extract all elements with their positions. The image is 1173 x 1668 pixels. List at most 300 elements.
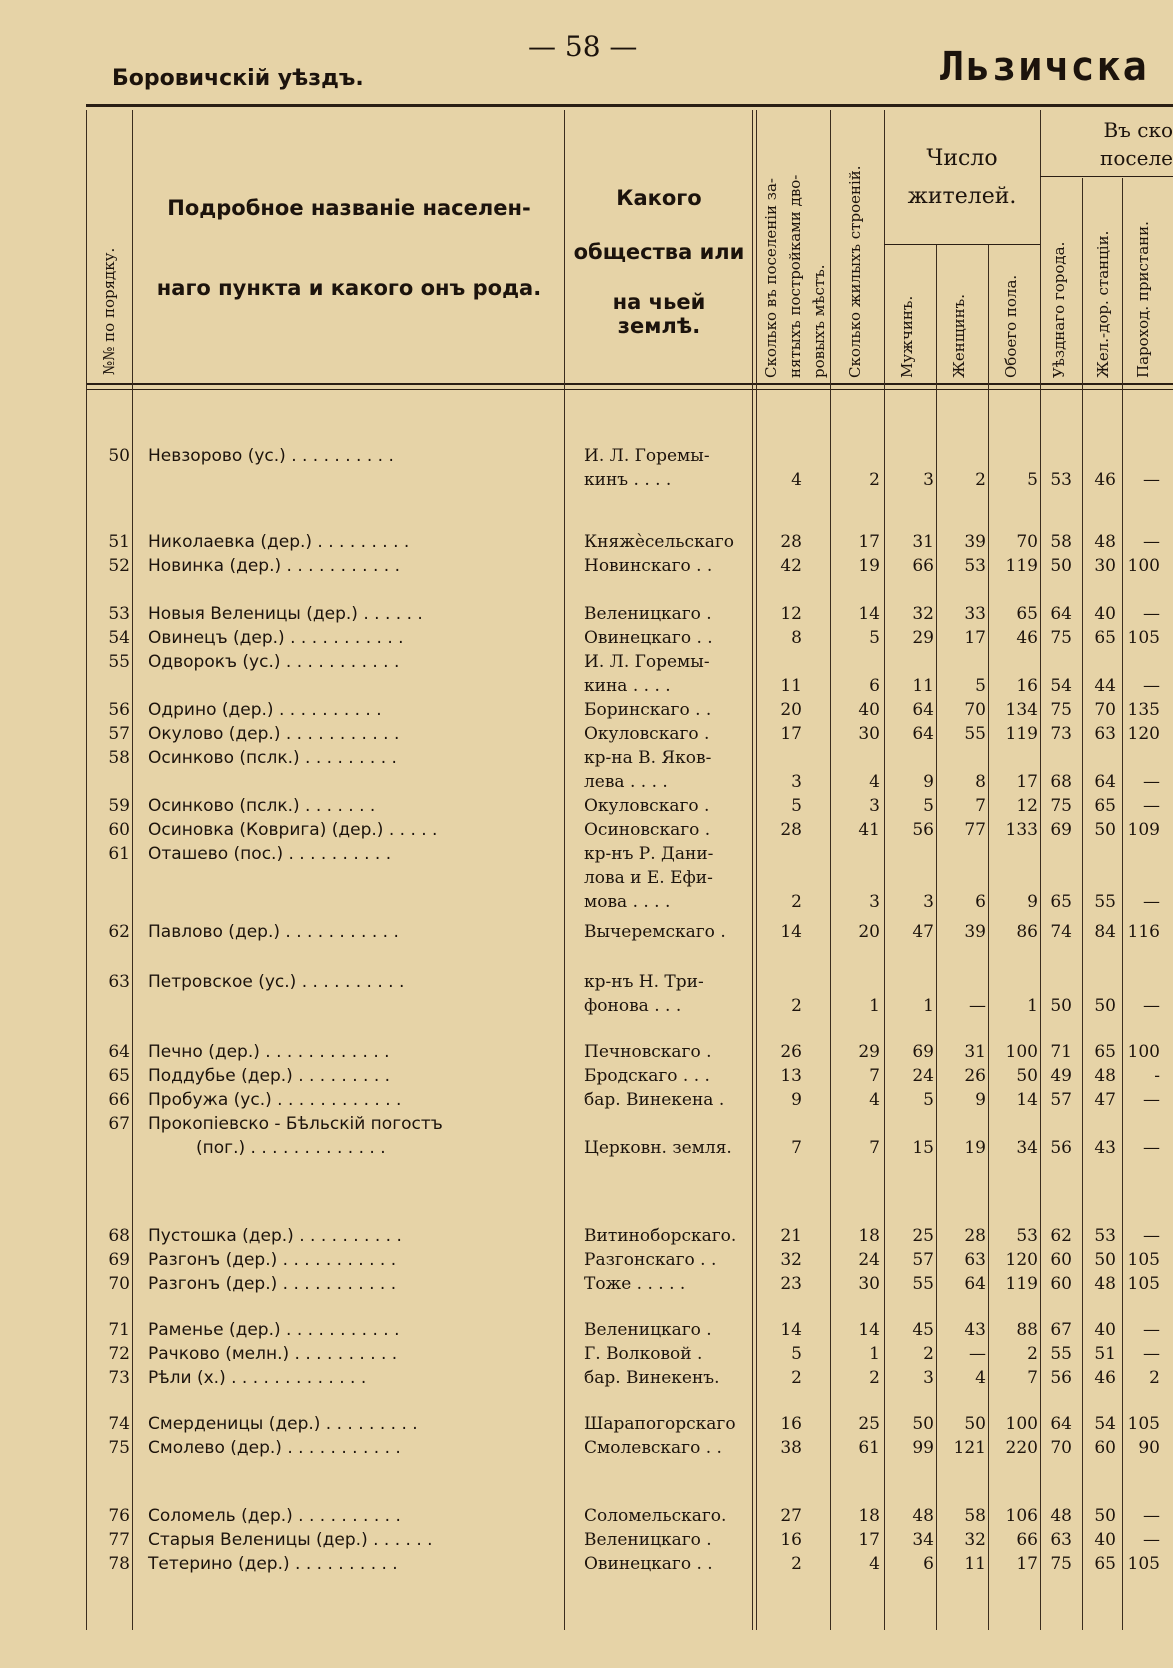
distance-town: 55	[1050, 1344, 1072, 1364]
total-count: 17	[1016, 772, 1038, 792]
distance-town: 58	[1050, 532, 1072, 552]
row-number: 68	[108, 1226, 130, 1246]
distance-town: 69	[1050, 820, 1072, 840]
men-count: 34	[912, 1530, 934, 1550]
distance-rail: 50	[1094, 1250, 1116, 1270]
men-count: 99	[912, 1438, 934, 1458]
distance-town: 70	[1050, 1438, 1072, 1458]
yard-count: 2	[791, 1368, 802, 1388]
society-land: Овинецкаго . .	[584, 1554, 713, 1574]
settlement-name: Соломель (дер.) . . . . . . . . . .	[148, 1506, 401, 1526]
distance-rail: 50	[1094, 1506, 1116, 1526]
men-count: 25	[912, 1226, 934, 1246]
yard-count: 2	[791, 1554, 802, 1574]
distance-pier: —	[1143, 1344, 1160, 1364]
distance-town: 65	[1050, 892, 1072, 912]
yard-count: 2	[791, 996, 802, 1016]
distance-pier: 100	[1127, 556, 1160, 576]
distance-rail: 48	[1094, 1066, 1116, 1086]
header-women: Женщинъ.	[950, 294, 968, 378]
row-number: 62	[108, 922, 130, 942]
women-count: 6	[975, 892, 986, 912]
distance-pier: —	[1143, 1138, 1160, 1158]
distance-pier: 2	[1149, 1368, 1160, 1388]
header-pop-2: жителей.	[907, 184, 1017, 209]
settlement-name: Разгонъ (дер.) . . . . . . . . . . .	[148, 1274, 397, 1294]
total-count: 34	[1016, 1138, 1038, 1158]
total-count: 17	[1016, 1554, 1038, 1574]
row-number: 65	[108, 1066, 130, 1086]
distance-town: 49	[1050, 1066, 1072, 1086]
society-land: Веленицкаго .	[584, 604, 712, 624]
women-count: 39	[964, 922, 986, 942]
row-number: 69	[108, 1250, 130, 1270]
distance-pier: —	[1143, 772, 1160, 792]
building-count: 14	[858, 1320, 880, 1340]
yard-count: 14	[780, 1320, 802, 1340]
yard-count: 5	[791, 1344, 802, 1364]
row-number: 75	[108, 1438, 130, 1458]
distance-rail: 40	[1094, 1530, 1116, 1550]
total-count: 88	[1016, 1320, 1038, 1340]
men-count: 5	[923, 796, 934, 816]
distance-town: 71	[1050, 1042, 1072, 1062]
distance-town: 73	[1050, 724, 1072, 744]
yard-count: 16	[780, 1530, 802, 1550]
total-count: 119	[1005, 1274, 1038, 1294]
distance-town: 60	[1050, 1274, 1072, 1294]
men-count: 11	[912, 676, 934, 696]
distance-rail: 48	[1094, 1274, 1116, 1294]
row-number: 60	[108, 820, 130, 840]
distance-pier: 120	[1127, 724, 1160, 744]
settlement-name-cont: (пог.) . . . . . . . . . . . . .	[196, 1138, 386, 1158]
col-divider	[756, 110, 757, 1630]
settlement-name: Прокопiевско - Бѣльскiй погостъ	[148, 1114, 443, 1134]
society-land: Боринскаго . .	[584, 700, 712, 720]
distance-town: 75	[1050, 796, 1072, 816]
page-number: — 58 —	[528, 30, 638, 63]
men-count: 55	[912, 1274, 934, 1294]
total-count: 100	[1005, 1414, 1038, 1434]
society-land: Окуловскаго .	[584, 796, 710, 816]
settlement-name: Пустошка (дер.) . . . . . . . . . .	[148, 1226, 402, 1246]
distance-pier: —	[1143, 676, 1160, 696]
row-number: 64	[108, 1042, 130, 1062]
society-land: кинъ . . . .	[584, 470, 672, 490]
total-count: 220	[1005, 1438, 1038, 1458]
men-count: 32	[912, 604, 934, 624]
women-count: 64	[964, 1274, 986, 1294]
men-count: 3	[923, 1368, 934, 1388]
header-pop-1: Число	[926, 146, 998, 171]
society-land: И. Л. Горемы-	[584, 446, 710, 466]
men-count: 47	[912, 922, 934, 942]
header-distance-1: Въ ско	[1103, 118, 1173, 142]
yard-count: 20	[780, 700, 802, 720]
yard-count: 7	[791, 1138, 802, 1158]
distance-town: 74	[1050, 922, 1072, 942]
men-count: 1	[923, 996, 934, 1016]
society-land: бар. Винекена .	[584, 1090, 725, 1110]
row-number: 50	[108, 446, 130, 466]
distance-town: 67	[1050, 1320, 1072, 1340]
total-count: 119	[1005, 556, 1038, 576]
distance-town: 60	[1050, 1250, 1072, 1270]
total-count: 9	[1027, 892, 1038, 912]
building-count: 4	[869, 1554, 880, 1574]
settlement-name: Оташево (пос.) . . . . . . . . . .	[148, 844, 392, 864]
building-count: 7	[869, 1138, 880, 1158]
col-divider	[86, 110, 87, 1630]
pop-subheader-rule	[884, 244, 1040, 245]
women-count: 28	[964, 1226, 986, 1246]
row-number: 66	[108, 1090, 130, 1110]
distance-pier: 105	[1127, 1554, 1160, 1574]
building-count: 40	[858, 700, 880, 720]
header-rail: Жел.-дор. станцiи.	[1094, 230, 1112, 378]
women-count: 31	[964, 1042, 986, 1062]
row-number: 71	[108, 1320, 130, 1340]
women-count: 58	[964, 1506, 986, 1526]
total-count: 5	[1027, 470, 1038, 490]
society-land: Церковн. земля.	[584, 1138, 732, 1158]
distance-town: 64	[1050, 1414, 1072, 1434]
yard-count: 17	[780, 724, 802, 744]
top-rule	[86, 104, 1173, 107]
women-count: 11	[964, 1554, 986, 1574]
building-count: 2	[869, 1368, 880, 1388]
society-land: Тоже . . . . .	[584, 1274, 686, 1294]
yard-count: 38	[780, 1438, 802, 1458]
society-land: Вычеремскаго .	[584, 922, 726, 942]
row-number: 78	[108, 1554, 130, 1574]
row-number: 74	[108, 1414, 130, 1434]
society-land: лева . . . .	[584, 772, 668, 792]
total-count: 86	[1016, 922, 1038, 942]
settlement-name: Рачково (мелн.) . . . . . . . . . .	[148, 1344, 398, 1364]
men-count: 45	[912, 1320, 934, 1340]
header-total: Обоего пола.	[1002, 274, 1020, 378]
distance-pier: —	[1143, 1506, 1160, 1526]
settlement-name: Петровское (ус.) . . . . . . . . . .	[148, 972, 405, 992]
distance-rail: 65	[1094, 1042, 1116, 1062]
yard-count: 16	[780, 1414, 802, 1434]
yard-count: 13	[780, 1066, 802, 1086]
settlement-name: Одворокъ (ус.) . . . . . . . . . . .	[148, 652, 400, 672]
men-count: 64	[912, 724, 934, 744]
distance-town: 68	[1050, 772, 1072, 792]
settlement-name: Николаевка (дер.) . . . . . . . . .	[148, 532, 410, 552]
district-title: Боровичскiй уѣздъ.	[112, 66, 364, 91]
distance-rail: 47	[1094, 1090, 1116, 1110]
building-count: 19	[858, 556, 880, 576]
building-count: 5	[869, 628, 880, 648]
total-count: 70	[1016, 532, 1038, 552]
women-count: 26	[964, 1066, 986, 1086]
total-count: 16	[1016, 676, 1038, 696]
row-number: 76	[108, 1506, 130, 1526]
row-number: 70	[108, 1274, 130, 1294]
distance-rail: 64	[1094, 772, 1116, 792]
distance-pier: 105	[1127, 1250, 1160, 1270]
row-number: 52	[108, 556, 130, 576]
col-divider	[884, 110, 885, 1630]
distance-pier: 105	[1127, 628, 1160, 648]
society-land: кр-нъ Р. Дани-	[584, 844, 714, 864]
women-count: 5	[975, 676, 986, 696]
women-count: 4	[975, 1368, 986, 1388]
men-count: 31	[912, 532, 934, 552]
building-count: 1	[869, 996, 880, 1016]
distance-town: 75	[1050, 1554, 1072, 1574]
society-land: Печновскаго .	[584, 1042, 712, 1062]
building-count: 25	[858, 1414, 880, 1434]
distance-pier: 100	[1127, 1042, 1160, 1062]
society-land: Витиноборскаго.	[584, 1226, 737, 1246]
total-count: 53	[1016, 1226, 1038, 1246]
women-count: 33	[964, 604, 986, 624]
society-land: Княжѐсельскаго	[584, 532, 734, 552]
men-count: 69	[912, 1042, 934, 1062]
yard-count: 42	[780, 556, 802, 576]
total-count: 50	[1016, 1066, 1038, 1086]
yard-count: 28	[780, 820, 802, 840]
building-count: 61	[858, 1438, 880, 1458]
building-count: 2	[869, 470, 880, 490]
distance-town: 56	[1050, 1138, 1072, 1158]
women-count: 7	[975, 796, 986, 816]
distance-rail: 54	[1094, 1414, 1116, 1434]
header-yards-3: ровыхъ мѣстъ.	[810, 264, 828, 378]
distance-rail: 65	[1094, 1554, 1116, 1574]
distance-town: 62	[1050, 1226, 1072, 1246]
header-town: Уѣзднаго города.	[1050, 241, 1068, 378]
header-pier: Пароход. пристани.	[1134, 221, 1152, 378]
col-divider	[132, 110, 133, 1630]
header-men: Мужчинъ.	[898, 295, 916, 378]
distance-rail: 44	[1094, 676, 1116, 696]
distance-pier: —	[1143, 1320, 1160, 1340]
women-count: 32	[964, 1530, 986, 1550]
distance-rail: 70	[1094, 700, 1116, 720]
men-count: 5	[923, 1090, 934, 1110]
yard-count: 2	[791, 892, 802, 912]
settlement-name: Овинецъ (дер.) . . . . . . . . . . .	[148, 628, 404, 648]
header-distance-2: поселе	[1100, 146, 1173, 170]
settlement-name: Рѣли (х.) . . . . . . . . . . . . .	[148, 1368, 367, 1388]
women-count: 63	[964, 1250, 986, 1270]
total-count: 106	[1005, 1506, 1038, 1526]
settlement-name: Пробужа (ус.) . . . . . . . . . . . .	[148, 1090, 402, 1110]
settlement-name: Старыя Веленицы (дер.) . . . . . .	[148, 1530, 433, 1550]
col-divider	[564, 110, 565, 1630]
building-count: 17	[858, 1530, 880, 1550]
men-count: 6	[923, 1554, 934, 1574]
distance-pier: -	[1154, 1066, 1160, 1086]
yard-count: 14	[780, 922, 802, 942]
society-land: Новинскаго . .	[584, 556, 713, 576]
yard-count: 21	[780, 1226, 802, 1246]
total-count: 134	[1005, 700, 1038, 720]
settlement-name: Осиновка (Коврига) (дер.) . . . . .	[148, 820, 438, 840]
distance-pier: —	[1143, 1090, 1160, 1110]
men-count: 57	[912, 1250, 934, 1270]
men-count: 15	[912, 1138, 934, 1158]
society-land: Веленицкаго .	[584, 1530, 712, 1550]
distance-town: 48	[1050, 1506, 1072, 1526]
distance-pier: —	[1143, 796, 1160, 816]
distance-town: 56	[1050, 1368, 1072, 1388]
settlement-name: Новинка (дер.) . . . . . . . . . . .	[148, 556, 401, 576]
row-number: 57	[108, 724, 130, 744]
distance-town: 54	[1050, 676, 1072, 696]
building-count: 24	[858, 1250, 880, 1270]
settlement-name: Невзорово (ус.) . . . . . . . . . .	[148, 446, 394, 466]
women-count: 43	[964, 1320, 986, 1340]
total-count: 1	[1027, 996, 1038, 1016]
distance-rail: 46	[1094, 470, 1116, 490]
men-count: 48	[912, 1506, 934, 1526]
header-society-1: Какого	[616, 186, 702, 210]
building-count: 29	[858, 1042, 880, 1062]
yard-count: 11	[780, 676, 802, 696]
header-yards-2: нятыхъ постройками дво-	[786, 174, 804, 378]
women-count: 70	[964, 700, 986, 720]
row-number: 59	[108, 796, 130, 816]
header-name-2: наго пункта и какого онъ рода.	[156, 276, 542, 300]
building-count: 6	[869, 676, 880, 696]
women-count: 39	[964, 532, 986, 552]
women-count: 2	[975, 470, 986, 490]
col-divider	[752, 110, 753, 1630]
distance-rail: 40	[1094, 604, 1116, 624]
row-number: 58	[108, 748, 130, 768]
building-count: 20	[858, 922, 880, 942]
building-count: 30	[858, 724, 880, 744]
building-count: 30	[858, 1274, 880, 1294]
total-count: 14	[1016, 1090, 1038, 1110]
distance-pier: —	[1143, 532, 1160, 552]
distance-rail: 84	[1094, 922, 1116, 942]
total-count: 7	[1027, 1368, 1038, 1388]
header-society-2: общества или	[573, 240, 745, 264]
society-land: кр-на В. Яков-	[584, 748, 712, 768]
settlement-name: Осинково (пслк.) . . . . . . .	[148, 796, 376, 816]
distance-rail: 50	[1094, 996, 1116, 1016]
distance-pier: —	[1143, 1530, 1160, 1550]
society-land: Веленицкаго .	[584, 1320, 712, 1340]
yard-count: 27	[780, 1506, 802, 1526]
header-no: №№ по порядку.	[100, 247, 118, 375]
building-count: 14	[858, 604, 880, 624]
row-number: 55	[108, 652, 130, 672]
distance-rail: 46	[1094, 1368, 1116, 1388]
row-number: 63	[108, 972, 130, 992]
header-yards-1: Сколько въ поселенiи за-	[762, 178, 780, 378]
men-count: 66	[912, 556, 934, 576]
header-bottom-rule	[86, 383, 1173, 385]
women-count: 121	[953, 1438, 986, 1458]
yard-count: 12	[780, 604, 802, 624]
distance-pier: —	[1143, 604, 1160, 624]
distance-rail: 40	[1094, 1320, 1116, 1340]
society-land: мова . . . .	[584, 892, 671, 912]
society-land: Разгонскаго . .	[584, 1250, 717, 1270]
distance-rail: 51	[1094, 1344, 1116, 1364]
men-count: 64	[912, 700, 934, 720]
distance-town: 64	[1050, 604, 1072, 624]
society-land: лова и Е. Ефи-	[584, 868, 713, 888]
yard-count: 3	[791, 772, 802, 792]
col-divider	[1040, 110, 1041, 1630]
women-count: 55	[964, 724, 986, 744]
building-count: 4	[869, 1090, 880, 1110]
settlement-name: Окулово (дер.) . . . . . . . . . . .	[148, 724, 400, 744]
women-count: 50	[964, 1414, 986, 1434]
volost-title: Льзичска	[940, 44, 1149, 90]
yard-count: 4	[791, 470, 802, 490]
row-number: 56	[108, 700, 130, 720]
yard-count: 32	[780, 1250, 802, 1270]
settlement-name: Тетерино (дер.) . . . . . . . . . .	[148, 1554, 398, 1574]
header-buildings: Сколько жилыхъ строенiй.	[846, 165, 864, 378]
yard-count: 9	[791, 1090, 802, 1110]
men-count: 56	[912, 820, 934, 840]
distance-rail: 43	[1094, 1138, 1116, 1158]
distance-pier: 116	[1127, 922, 1160, 942]
distance-rail: 30	[1094, 556, 1116, 576]
total-count: 46	[1016, 628, 1038, 648]
society-land: Бродскаго . . .	[584, 1066, 710, 1086]
distance-pier: 109	[1127, 820, 1160, 840]
distance-pier: 105	[1127, 1414, 1160, 1434]
distance-rail: 65	[1094, 796, 1116, 816]
total-count: 12	[1016, 796, 1038, 816]
building-count: 3	[869, 892, 880, 912]
row-number: 77	[108, 1530, 130, 1550]
building-count: 3	[869, 796, 880, 816]
distance-town: 63	[1050, 1530, 1072, 1550]
distance-town: 57	[1050, 1090, 1072, 1110]
society-land: Смолевскаго . .	[584, 1438, 722, 1458]
distance-town: 53	[1050, 470, 1072, 490]
row-number: 54	[108, 628, 130, 648]
settlement-name: Одрино (дер.) . . . . . . . . . .	[148, 700, 382, 720]
women-count: 19	[964, 1138, 986, 1158]
society-land: Окуловскаго .	[584, 724, 710, 744]
total-count: 119	[1005, 724, 1038, 744]
distance-rail: 63	[1094, 724, 1116, 744]
building-count: 18	[858, 1506, 880, 1526]
col-divider	[830, 110, 831, 1630]
header-bottom-rule-2	[86, 389, 1173, 390]
building-count: 18	[858, 1226, 880, 1246]
header-name-1: Подробное названiе населен-	[167, 196, 531, 220]
distance-pier: —	[1143, 892, 1160, 912]
women-count: 9	[975, 1090, 986, 1110]
men-count: 2	[923, 1344, 934, 1364]
row-number: 72	[108, 1344, 130, 1364]
distance-pier: 135	[1127, 700, 1160, 720]
distance-rail: 65	[1094, 628, 1116, 648]
society-land: кина . . . .	[584, 676, 671, 696]
society-land: Осиновскаго .	[584, 820, 711, 840]
men-count: 50	[912, 1414, 934, 1434]
yard-count: 8	[791, 628, 802, 648]
distance-town: 75	[1050, 628, 1072, 648]
settlement-name: Смолево (дер.) . . . . . . . . . . .	[148, 1438, 401, 1458]
